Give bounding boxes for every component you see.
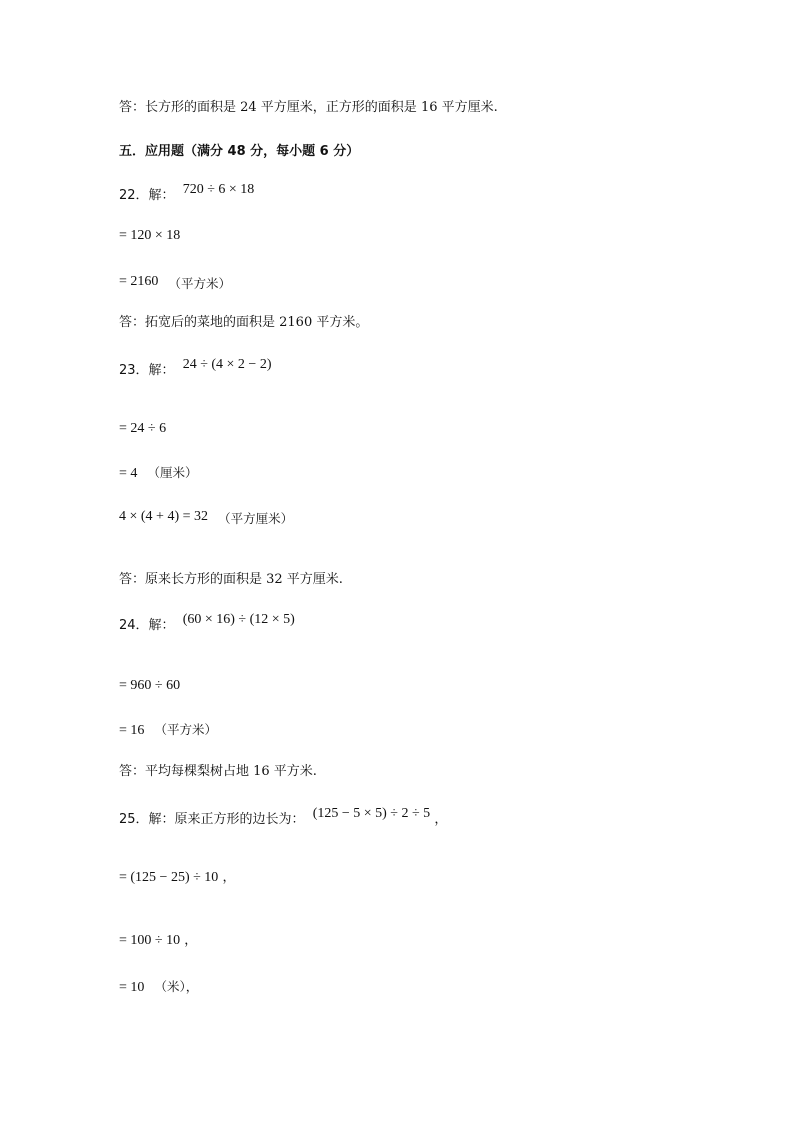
section-title: 五．应用题（满分 48 分，每小题 6 分） [119, 144, 360, 159]
unit-label: （平方厘米） [218, 511, 294, 526]
math-expression: = (125 − 25) ÷ 10 [119, 870, 219, 885]
problem-25-step-1 [119, 806, 448, 829]
problem-label: 22．解： [119, 188, 175, 203]
answer-text: 答：拓宽后的菜地的面积是 2160 平方米。 [119, 315, 369, 330]
unit-label: （平方米） [154, 722, 218, 737]
problem-24-step-1 [119, 612, 295, 635]
punctuation: ， [434, 812, 448, 827]
problem-label: 25．解：原来正方形的边长为： [119, 812, 305, 827]
problem-24-step-2 [119, 677, 180, 695]
answer-line-24 [119, 763, 317, 781]
math-expression: = 2160 [119, 274, 159, 289]
problem-25-step-2 [119, 869, 235, 887]
problem-25-step-3 [119, 932, 197, 950]
answer-line-23 [119, 571, 343, 589]
math-expression: 720 ÷ 6 × 18 [182, 182, 255, 197]
answer-line-22 [119, 314, 368, 332]
math-expression: 24 ÷ (4 × 2 − 2) [182, 357, 272, 372]
punctuation: ， [184, 933, 198, 948]
problem-22-step-2 [119, 227, 180, 245]
unit-label: （米）， [154, 979, 199, 994]
math-expression: = 4 [119, 466, 138, 481]
punctuation: ， [222, 870, 236, 885]
math-expression: (125 − 5 × 5) ÷ 2 ÷ 5 [312, 806, 431, 821]
math-expression: = 120 × 18 [119, 228, 181, 243]
problem-23-step-4 [119, 507, 293, 526]
answer-text: 答：平均每棵梨树占地 16 平方米. [119, 764, 317, 779]
math-expression: = 100 ÷ 10 [119, 933, 181, 948]
math-expression: = 960 ÷ 60 [119, 678, 181, 693]
answer-text: 答：原来长方形的面积是 32 平方厘米. [119, 572, 343, 587]
math-expression: = 16 [119, 723, 145, 738]
problem-23-step-1 [119, 357, 272, 380]
math-expression: = 10 [119, 980, 145, 995]
math-expression: = 24 ÷ 6 [119, 421, 167, 436]
unit-label: （厘米） [147, 465, 198, 480]
problem-25-step-4 [119, 978, 198, 997]
answer-line-21 [119, 99, 498, 117]
math-expression: (60 × 16) ÷ (12 × 5) [182, 612, 295, 627]
answer-text: 答：长方形的面积是 24 平方厘米，正方形的面积是 16 平方厘米. [119, 100, 498, 115]
problem-23-step-2 [119, 420, 166, 438]
problem-22-step-1 [119, 182, 255, 205]
section-heading [119, 143, 359, 161]
unit-label: （平方米） [168, 276, 232, 291]
problem-23-step-3 [119, 464, 198, 483]
problem-24-step-3 [119, 721, 217, 740]
problem-22-step-3 [119, 272, 231, 291]
problem-label: 23．解： [119, 363, 175, 378]
math-expression: 4 × (4 + 4) = 32 [119, 509, 209, 524]
problem-label: 24．解： [119, 618, 175, 633]
